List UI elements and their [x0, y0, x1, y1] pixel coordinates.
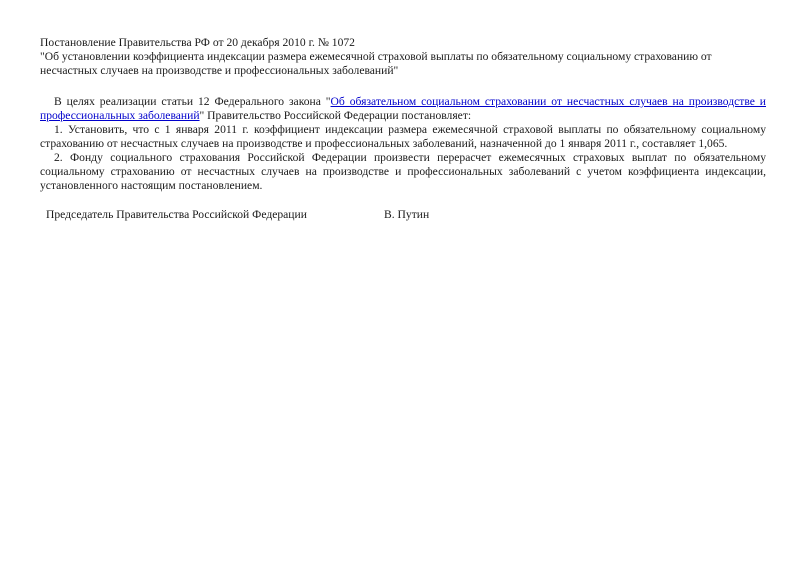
- document-subtitle: "Об установлении коэффициента индексации размера ежемесячной страховой выплаты по обязательному социальному страхованию от несчастных случаев на производстве и профессиональных заболеваний": [40, 50, 712, 77]
- signatory-role: Председатель Правительства Российской Федерации: [46, 208, 307, 221]
- intro-paragraph: [40, 95, 766, 123]
- signature-block: [40, 208, 766, 222]
- document-title: Постановление Правительства РФ от 20 декабря 2010 г. № 1072: [40, 36, 355, 49]
- item-paragraph-2: 2. Фонду социального страхования Российской Федерации произвести перерасчет ежемесячных страховых выплат по обязательному социальному страхованию от несчастных случаев на производстве и профессиональных заболеваний с учетом коэффициента индексации, установленного настоящим постановлением.: [40, 151, 766, 192]
- federal-law-link[interactable]: Об обязательном социальном страховании от несчастных случаев на производстве и профессиональных заболеваний: [40, 95, 766, 122]
- intro-suffix: " Правительство Российской Федерации постановляет:: [199, 109, 472, 122]
- signatory-name: В. Путин: [384, 208, 430, 221]
- item-paragraph-1: 1. Установить, что с 1 января 2011 г. коэффициент индексации размера ежемесячной страховой выплаты по обязательному социальному страхованию от несчастных случаев на производстве и профессиональных заболеваний, назначенной до 1 января 2011 г., составляет 1,065.: [40, 123, 766, 150]
- document-page: [40, 36, 766, 222]
- document-header: [40, 36, 766, 78]
- intro-prefix: В целях реализации статьи 12 Федерального закона ": [54, 95, 331, 108]
